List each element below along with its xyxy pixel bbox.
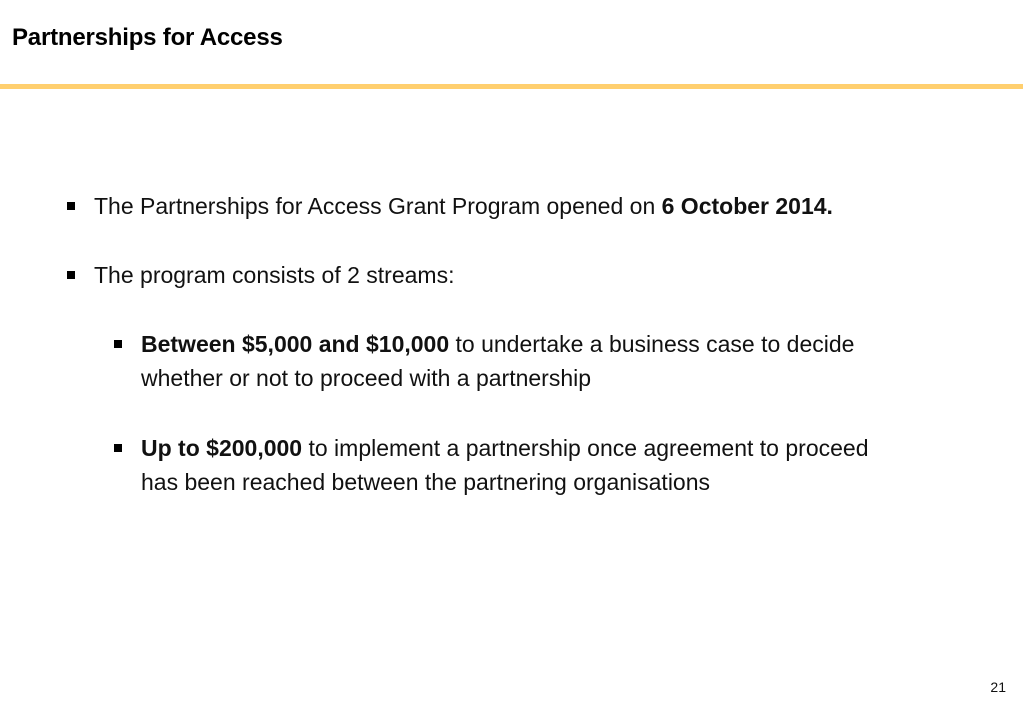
square-bullet-icon (114, 444, 122, 452)
stream-description: to undertake a business case to decide whether or not to proceed with a partnership (141, 331, 855, 391)
square-bullet-icon (67, 202, 75, 210)
square-bullet-icon (114, 340, 122, 348)
square-bullet-icon (67, 271, 75, 279)
stream-description: to implement a partnership once agreement to proceed has been reached between the partnering organisations (141, 435, 869, 495)
stream-amount: Between $5,000 and $10,000 (141, 331, 450, 357)
sub-bullet-text (141, 327, 911, 395)
sub-bullet-text (141, 431, 911, 499)
page-number: 21 (990, 679, 1006, 695)
bullet-text-date: 6 October 2014. (661, 193, 833, 219)
title-underline-rule (0, 84, 1023, 89)
bullet-text-plain: The Partnerships for Access Grant Program opened on (94, 193, 662, 219)
stream-amount: Up to $200,000 (141, 435, 303, 461)
bullet-text: The program consists of 2 streams: (94, 262, 455, 288)
bullet-text (94, 189, 833, 223)
bullet-program-streams (67, 258, 967, 292)
slide-title: Partnerships for Access (12, 24, 283, 51)
sub-bullet-stream-implementation (114, 431, 914, 501)
bullet-program-opened (67, 189, 967, 223)
sub-bullet-stream-business-case (114, 327, 914, 397)
